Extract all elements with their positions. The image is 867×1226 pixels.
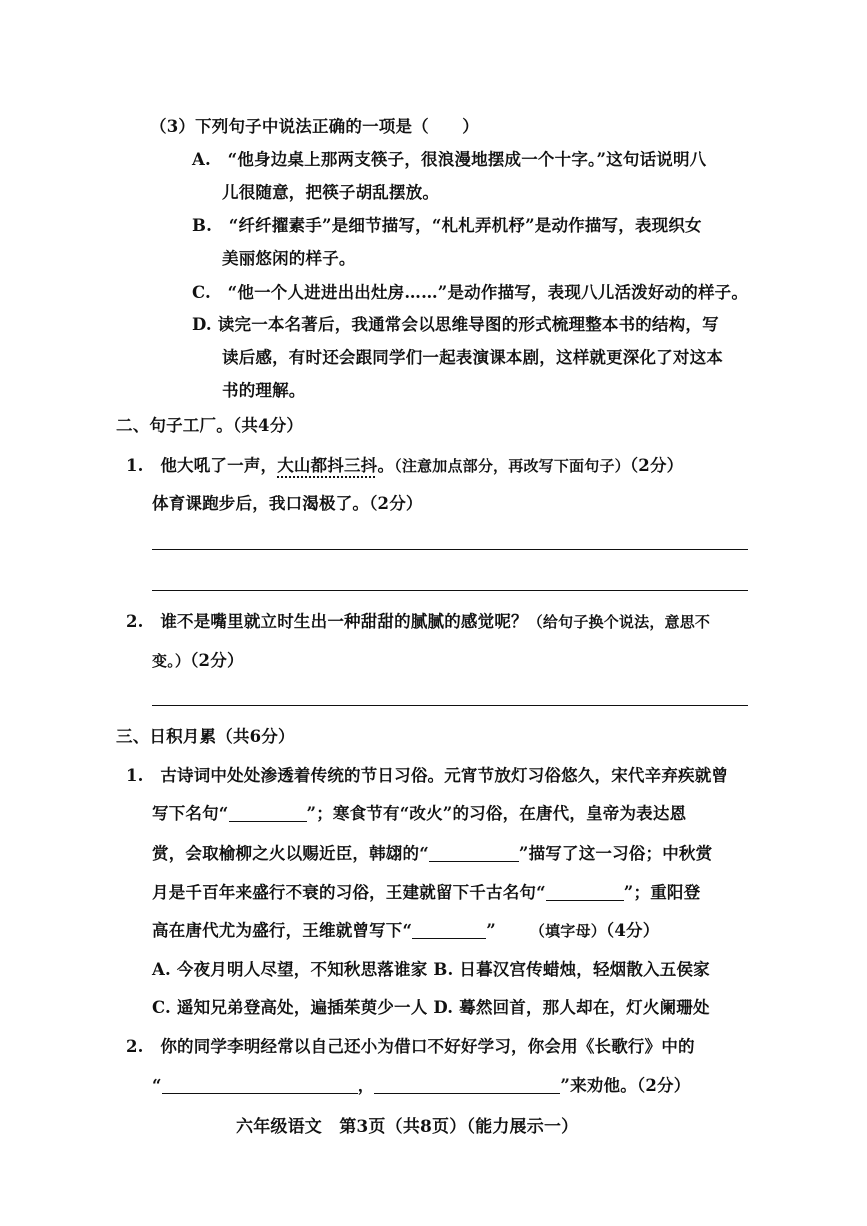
section2-heading: 二、句子工厂。（共4分）	[116, 416, 304, 435]
section2-q2-text: 2. 谁不是嘴里就立时生出一种甜甜的腻腻的感觉呢？	[126, 612, 528, 631]
section2-q1-mid: 。	[377, 456, 395, 475]
section3-q1-line1: 1. 古诗词中处处渗透着传统的节日习俗。元宵节放灯习俗悠久，宋代辛弃疾就曾	[126, 766, 729, 785]
answer-line-2[interactable]	[152, 590, 748, 591]
section3-q2-line2	[152, 1075, 690, 1097]
section3-q1-score: （4分）	[605, 921, 660, 940]
answer-line-3[interactable]	[152, 705, 748, 706]
section3-q1-note: （填字母）	[529, 922, 606, 940]
section2-q2-note: （给句子换个说法，意思不	[527, 613, 711, 631]
section3-q1-line3	[152, 843, 712, 865]
section2-q1-dotted-phrase: 大山都抖三抖	[277, 456, 378, 475]
section3-q1-l3-before: 赏，会取榆柳之火以赐近臣，韩翃的“	[152, 844, 429, 863]
section3-q2-open-quote: “	[152, 1076, 162, 1095]
q3-option-a-line2: 儿很随意，把筷子胡乱摆放。	[222, 183, 440, 202]
section2-q2-line1	[126, 611, 710, 633]
section2-q2-line2	[152, 650, 244, 672]
q3-option-d-line1: D. 读完一本名著后，我通常会以思维导图的形式梳理整本书的结构，写	[192, 315, 719, 334]
section3-q1-line2	[152, 803, 686, 825]
section2-q1-line1	[126, 455, 683, 477]
section3-q1-l2-after: ”；寒食节有“改火”的习俗，在唐代，皇帝为表达恩	[306, 804, 687, 823]
section2-q1-line2: 体育课跑步后，我口渴极了。（2分）	[152, 494, 423, 513]
fill-blank-6[interactable]	[374, 1075, 560, 1094]
page-footer: 六年级语文 第3页（共8页）（能力展示一）	[236, 1117, 579, 1137]
section2-q2-score: （2分）	[190, 651, 244, 670]
section3-heading: 三、日积月累（共6分）	[116, 727, 295, 746]
section3-q1-l3-after: ”描写了这一习俗；中秋赏	[518, 844, 713, 863]
section3-q2-comma: ，	[357, 1076, 375, 1095]
q3-option-b-line2: 美丽悠闲的样子。	[222, 249, 356, 268]
section2-q1-score: （2分）	[629, 456, 684, 475]
section3-options-cd: C. 遥知兄弟登高处，遍插茱萸少一人 D. 蓦然回首，那人却在，灯火阑珊处	[152, 998, 710, 1017]
section3-q1-l4-after: ”；重阳登	[623, 883, 701, 902]
section3-q1-l4-before: 月是千百年来盛行不衰的习俗，王建就留下千古名句“	[152, 883, 546, 902]
fill-blank-3[interactable]	[546, 882, 624, 901]
answer-line-1[interactable]	[152, 549, 748, 550]
section3-q1-l2-before: 写下名句“	[152, 804, 229, 823]
q3-stem: （3）下列句子中说法正确的一项是（ ）	[150, 117, 479, 136]
section3-q2-line1: 2. 你的同学李明经常以自己还小为借口不好好学习，你会用《长歌行》中的	[126, 1037, 695, 1056]
section3-q1-l5-before: 高在唐代尤为盛行，王维就曾写下“	[152, 921, 413, 940]
section3-options-ab: A. 今夜月明人尽望，不知秋思落谁家 B. 日暮汉宫传蜡烛，轻烟散入五侯家	[152, 960, 710, 979]
fill-blank-4[interactable]	[412, 920, 486, 939]
fill-blank-2[interactable]	[429, 843, 519, 862]
section2-q2-note-end: 变。）	[152, 652, 191, 670]
q3-option-b-line1: B. “纤纤擢素手”是细节描写，“札札弄机杼”是动作描写，表现织女	[192, 216, 702, 235]
fill-blank-1[interactable]	[229, 803, 307, 822]
section3-q2-close: ”来劝他。（2分）	[560, 1076, 691, 1095]
q3-option-c: C. “他一个人进进出出灶房……”是动作描写，表现八儿活泼好动的样子。	[192, 283, 749, 302]
section3-q1-line5	[152, 920, 659, 942]
section2-q1-note: （注意加点部分，再改写下面句子）	[394, 457, 630, 475]
q3-option-d-line3: 书的理解。	[222, 381, 306, 400]
section3-q1-l5-after: ”	[486, 921, 496, 940]
q3-option-d-line2: 读后感，有时还会跟同学们一起表演课本剧，这样就更深化了对这本	[222, 348, 723, 367]
fill-blank-5[interactable]	[162, 1075, 358, 1094]
q3-option-a-line1: A. “他身边桌上那两支筷子，很浪漫地摆成一个十字。”这句话说明八	[192, 150, 707, 169]
section2-q1-prefix: 1. 他大吼了一声，	[126, 456, 278, 475]
section3-q1-line4	[152, 882, 700, 904]
